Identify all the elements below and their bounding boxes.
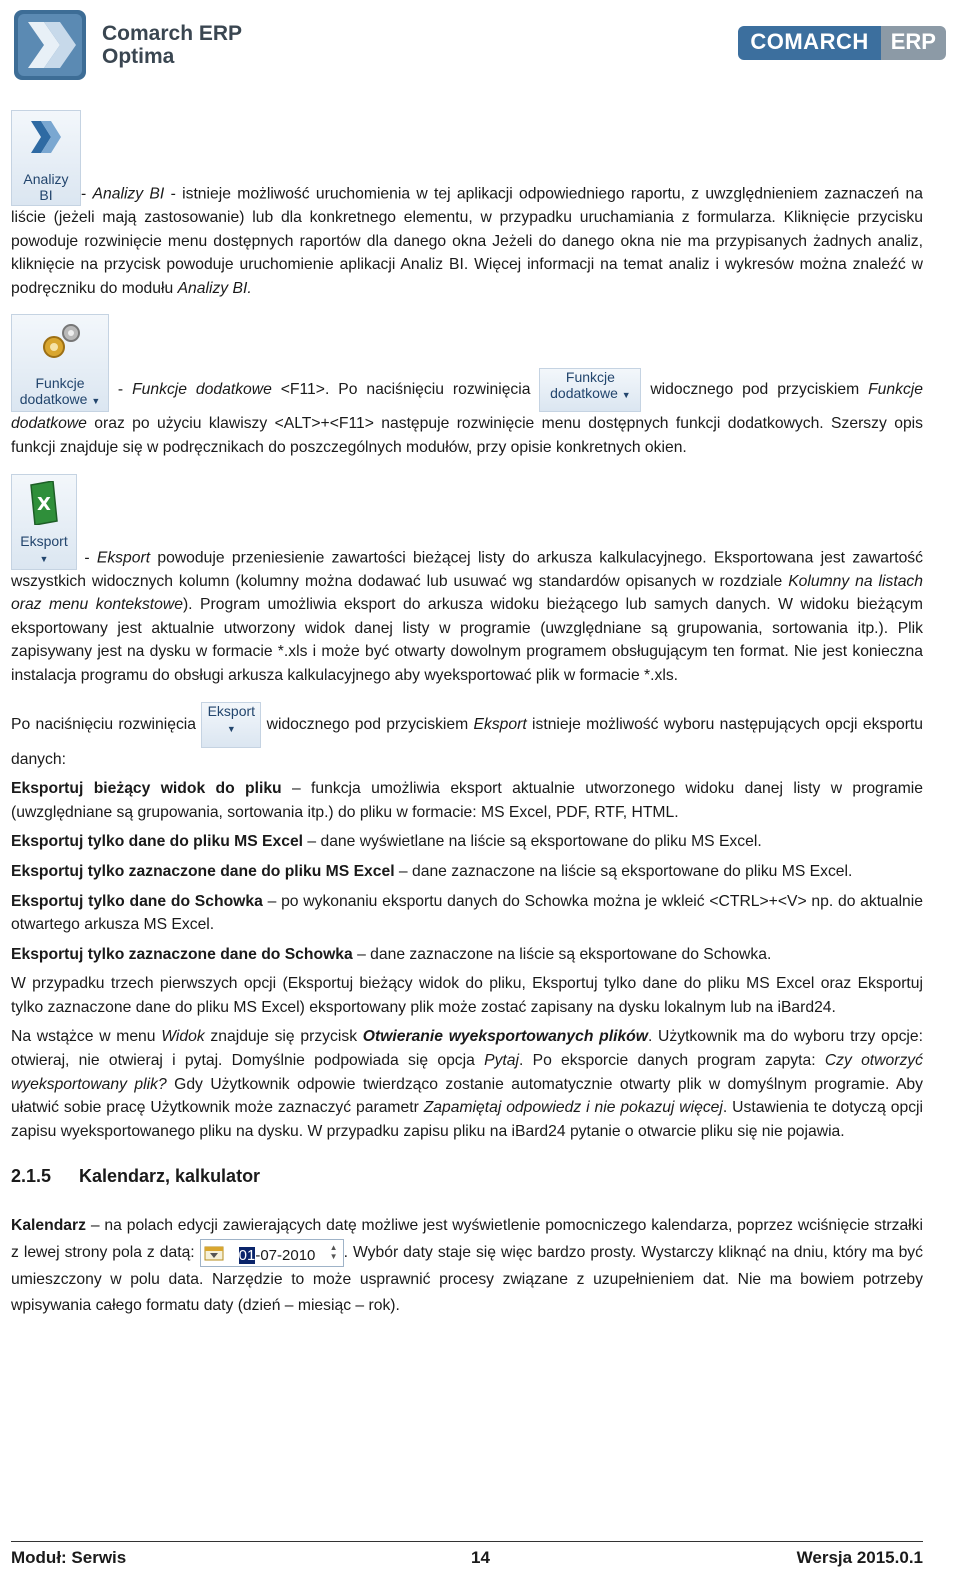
analizy-bi-button[interactable] bbox=[11, 110, 81, 206]
analizy-name: Analizy BI bbox=[92, 185, 165, 203]
ribbon-text-1: Na wstążce w menu bbox=[11, 1028, 162, 1046]
spin-up-icon[interactable]: ▲ bbox=[329, 1243, 338, 1253]
option-desc: – dane zaznaczone na liście są eksportowane do pliku MS Excel. bbox=[394, 862, 853, 880]
option-desc: – dane wyświetlane na liście są eksportowane do pliku MS Excel. bbox=[303, 833, 762, 851]
option-desc: – po wykonaniu eksportu danych do Schowka można je wkleić <CTRL>+<V> np. do aktualnie otwartego arkusza MS Excel. bbox=[11, 892, 923, 934]
kalendarz-paragraph bbox=[11, 1213, 923, 1319]
pytaj-option: Pytaj bbox=[484, 1052, 519, 1070]
kalendarz-text-2: . Wybór daty staje się więc bardzo prosty. Wystarczy kliknąć na dniu, który ma być umieszczony w polu data. Narzędzie to może usprawnić procesy związane z uzupełnieniem dat. Nie ma bowiem potrzeby wpisywania całego formatu daty (dzień – miesiąc – rok). bbox=[11, 1244, 923, 1315]
ribbon-question: Czy otworzyć wyeksportowany plik? bbox=[11, 1052, 923, 1093]
date-rest: -07-2010 bbox=[255, 1247, 316, 1265]
eksport-text-1: powoduje przeniesienie zawartości bieżącej listy do arkusza kalkulacyjnego. Eksportowana jest zawartość wszystkich widocznych kolumn (kolumny można dodawać lub usuwać wg standardów opisanych w rozdziale bbox=[11, 548, 923, 590]
calendar-icon[interactable] bbox=[204, 1244, 224, 1261]
expand-name: Eksport bbox=[473, 715, 527, 733]
date-field[interactable] bbox=[200, 1239, 344, 1267]
svg-text:X: X bbox=[37, 493, 51, 515]
date-spinner[interactable] bbox=[330, 1243, 340, 1261]
logo-line-1: Comarch ERP bbox=[102, 22, 243, 45]
section-number: 2.1.5 bbox=[11, 1166, 52, 1187]
footer-version: Wersja 2015.0.1 bbox=[796, 1548, 923, 1567]
funkcje-dropdown-button[interactable] bbox=[539, 368, 641, 412]
ribbon-text-4: . Po eksporcie danych program zapyta: bbox=[519, 1052, 825, 1070]
footer-page-number: 14 bbox=[471, 1548, 490, 1567]
widok-menu: Widok bbox=[161, 1028, 205, 1046]
eksport-dropdown-button[interactable] bbox=[201, 702, 261, 748]
optima-logo-icon bbox=[14, 10, 86, 80]
ribbon-text-5: Gdy Użytkownik odpowie twierdząco zostanie automatycznie otwarty plik w domyślnym programie. Aby ułatwić sobie pracę Użytkownik może zaznaczyć parametr bbox=[11, 1075, 923, 1117]
option-desc: – dane zaznaczone na liście są eksportowane do Schowka. bbox=[352, 945, 772, 963]
analizy-paragraph bbox=[11, 110, 923, 300]
expand-end: istnieje możliwość wyboru następujących opcji eksportu danych: bbox=[11, 715, 924, 768]
option-title: Eksportuj tylko dane do pliku MS Excel bbox=[11, 833, 304, 851]
section-title: Kalendarz, kalkulator bbox=[79, 1166, 261, 1187]
eksport-dash: - bbox=[77, 548, 97, 566]
eksport-label-text: Eksport bbox=[20, 532, 68, 549]
funkcje-label-1: Funkcje bbox=[35, 375, 85, 392]
ribbon-paragraph bbox=[11, 1025, 923, 1143]
otwieranie-button-name: Otwieranie wyeksportowanych plików bbox=[362, 1028, 648, 1046]
eksport-chapter: Kolumny na listach oraz menu kontekstowe bbox=[11, 572, 923, 614]
option-item bbox=[11, 860, 923, 884]
option-item bbox=[11, 777, 923, 824]
ribbon-param: Zapamiętaj odpowiedz i nie pokazuj więcej bbox=[423, 1099, 723, 1117]
comarch-erp-logo bbox=[738, 26, 946, 60]
funkcje-paragraph bbox=[11, 314, 923, 459]
eksport-paragraph bbox=[11, 474, 923, 688]
page-header bbox=[0, 0, 960, 90]
analizy-bi-label bbox=[12, 171, 80, 203]
expand-pre: Po naciśnięciu rozwinięcia bbox=[11, 715, 202, 733]
logo-line-2: Optima bbox=[102, 45, 175, 68]
ribbon-text-6: . Ustawienia te dotyczą opcji zapisu wyeksportowanego pliku na dysku. W przypadku zapisu pliku na iBard24 pytanie o otwarcie pliku się nie pojawia. bbox=[11, 1099, 924, 1140]
funkcje-small-label-2: dodatkowe bbox=[550, 385, 618, 402]
eksport-expand-paragraph bbox=[11, 702, 923, 772]
page-footer bbox=[11, 1541, 923, 1572]
chevron-down-icon: ▼ bbox=[39, 553, 49, 564]
option-item bbox=[11, 943, 923, 967]
analizy-bi-label-1: Analizy bbox=[23, 171, 69, 187]
ribbon-text-2: znajduje się przycisk bbox=[204, 1028, 363, 1046]
kalendarz-text-1: – na polach edycji zawierających datę możliwe jest wyświetlenie pomocniczego kalendarza, poprzez wciśnięcie strzałki z lewej strony pola z datą: bbox=[11, 1217, 923, 1262]
chevron-down-icon: ▼ bbox=[621, 390, 631, 401]
funkcje-dodatkowe-button[interactable] bbox=[11, 314, 109, 412]
chevron-down-icon: ▼ bbox=[91, 396, 101, 407]
funkcje-label bbox=[12, 375, 108, 409]
option-item bbox=[11, 830, 923, 854]
option-title: Eksportuj bieżący widok do pliku bbox=[11, 780, 282, 798]
option-title: Eksportuj tylko zaznaczone dane do pliku MS Excel bbox=[11, 862, 395, 880]
option-desc: – funkcja umożliwia eksport aktualnie utworzonego widoku danej listy w programie (uwzględniane są grupowania, sortowania itp.) do pliku w formacie: MS Excel, PDF, RTF, HTML. bbox=[11, 780, 923, 821]
option-title: Eksportuj tylko zaznaczone dane do Schowka bbox=[11, 945, 353, 963]
eksport-name: Eksport bbox=[96, 548, 151, 566]
excel-icon bbox=[27, 481, 61, 525]
analizy-dash: - bbox=[81, 185, 93, 203]
option-title: Eksportuj tylko dane do Schowka bbox=[11, 892, 263, 910]
eksport-text-2: ). Program umożliwia eksport do arkusza widoku bieżącego lub samych danych. W widoku bieżącym eksportowany jest aktualnie utworzony widok danej listy w programie (uwzględniane są grupowania, sortowania itp.). Plik zapisywany jest na dysku w formacie *.xls i może być otwarty dowolnym programem obsługującym ten format. Nie jest konieczna instalacja programu do obsługi arkusza kalkulacyjnego aby wyeksportować plik w formacie *.xls. bbox=[11, 596, 923, 684]
spin-down-icon[interactable]: ▼ bbox=[329, 1252, 338, 1262]
eksport-small-label: Eksport bbox=[207, 702, 256, 719]
footer-module: Moduł: Serwis bbox=[11, 1548, 127, 1567]
brand-suffix: ERP bbox=[881, 26, 946, 60]
kalendarz-name: Kalendarz bbox=[11, 1217, 86, 1235]
analizy-name-2: Analizy BI. bbox=[177, 279, 252, 297]
ibard-paragraph: W przypadku trzech pierwszych opcji (Eksportuj bieżący widok do pliku, Eksportuj tylko dane do pliku MS Excel oraz Eksportuj tylko zaznaczone dane do pliku MS Excel) eksportowany plik może zostać zapisany na dysku lokalnym lub na iBard24. bbox=[11, 975, 923, 1016]
analizy-bi-icon bbox=[25, 117, 67, 157]
date-value[interactable] bbox=[239, 1243, 316, 1269]
funkcje-name: Funkcje dodatkowe bbox=[132, 381, 272, 399]
brand-name: COMARCH bbox=[738, 26, 880, 60]
section-heading bbox=[11, 1165, 923, 1189]
gears-icon bbox=[38, 321, 84, 363]
comarch-erp-optima-logo bbox=[14, 10, 242, 80]
document-body bbox=[11, 110, 923, 1325]
chevron-down-icon: ▼ bbox=[226, 723, 236, 734]
funkcje-shortcut: <F11>. Po naciśnięciu rozwinięcia bbox=[271, 381, 540, 399]
funkcje-name-2: Funkcje dodatkowe bbox=[11, 381, 924, 433]
funkcje-label-2: dodatkowe bbox=[19, 391, 88, 408]
funkcje-dash: - bbox=[109, 381, 133, 399]
ribbon-text-3: . Użytkownik ma do wyboru trzy opcje: otwieraj, nie otwieraj i pytaj. Domyślnie podpowiada się opcja bbox=[11, 1028, 923, 1070]
option-item bbox=[11, 890, 923, 937]
analizy-text: - istnieje możliwość uruchomienia w tej aplikacji odpowiedniego raportu, z uwzględnieniem zaznaczeń na liście (jeżeli mają zastosowanie) lub dla konkretnego elementu, w przypadku uruchamiania z formularza. Kliknięcie przycisku powoduje rozwinięcie menu dostępnych raportów dla danego okna Jeżeli do danego okna nie ma przypisanych żadnych analiz, kliknięcie na przycisk powoduje uruchomienie aplikacji Analiz BI. Więcej informacji na temat analiz i wykresów można znaleźć w podręczniku do modułu bbox=[11, 185, 923, 297]
funkcje-small-label-1: Funkcje bbox=[565, 369, 615, 386]
analizy-bi-label-2: BI bbox=[39, 187, 53, 203]
logo-text bbox=[102, 22, 242, 68]
date-day-selected: 01 bbox=[238, 1247, 256, 1265]
eksport-button[interactable] bbox=[11, 474, 77, 570]
funkcje-text-after: widocznego pod przyciskiem bbox=[641, 381, 869, 399]
expand-mid: widocznego pod przyciskiem bbox=[261, 715, 474, 733]
eksport-label bbox=[12, 533, 76, 567]
funkcje-text-end: oraz po użyciu klawiszy <ALT>+<F11> następuje rozwinięcie menu dostępnych funkcji dodatkowych. Szerszy opis funkcji znajduje się w podręcznikach do poszczególnych modułów, przy opisie konkretnych okien. bbox=[11, 415, 923, 456]
